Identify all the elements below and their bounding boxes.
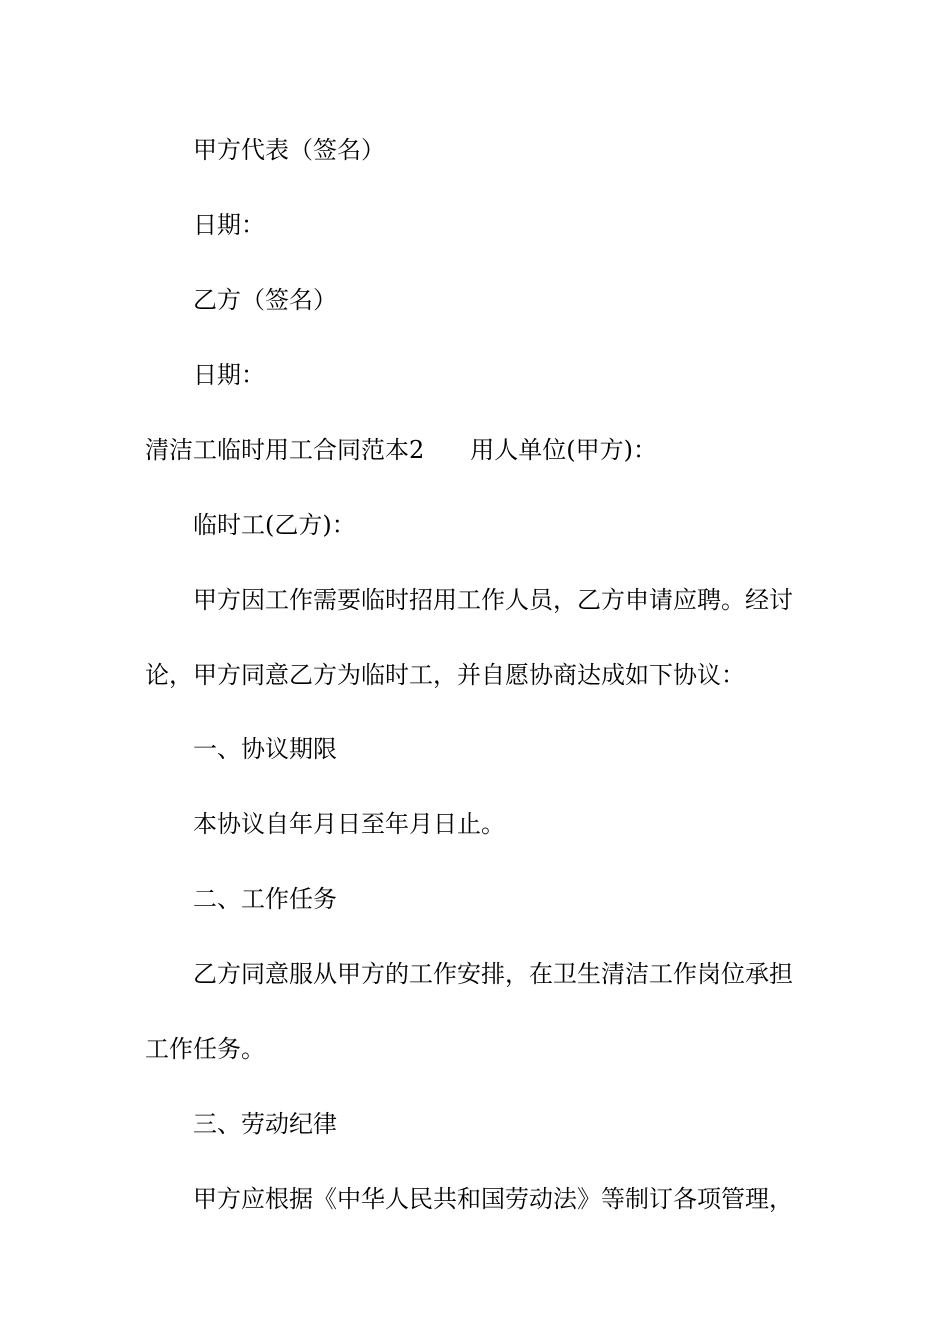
- employer-party-a-label: 用人单位(甲方)：: [470, 436, 658, 464]
- section-heading-agreement-term: 一、协议期限: [193, 735, 337, 763]
- paragraph-intro-line-2: 论，甲方同意乙方为临时工，并自愿协商达成如下协议：: [145, 661, 745, 689]
- paragraph-intro-line-1: 甲方因工作需要临时招用工作人员，乙方申请应聘。经讨: [193, 586, 793, 614]
- agreement-term-text: 本协议自年月日至年月日止。: [193, 810, 505, 838]
- section-heading-labor-discipline: 三、劳动纪律: [193, 1110, 337, 1138]
- party-a-representative-signature-line: 甲方代表（签名）: [193, 136, 385, 164]
- temporary-worker-party-b-label: 临时工(乙方)：: [193, 511, 356, 539]
- contract-heading-line: [145, 436, 657, 464]
- date-line-a: 日期：: [193, 211, 265, 239]
- contract-title: 清洁工临时用工合同范本2: [145, 436, 425, 464]
- labor-discipline-text-line-1: 甲方应根据《中华人民共和国劳动法》等制订各项管理，: [193, 1185, 793, 1213]
- section-heading-work-tasks: 二、工作任务: [193, 885, 337, 913]
- work-tasks-text-line-2: 工作任务。: [145, 1035, 265, 1063]
- work-tasks-text-line-1: 乙方同意服从甲方的工作安排，在卫生清洁工作岗位承担: [193, 960, 793, 988]
- date-line-b: 日期：: [193, 361, 265, 389]
- party-b-signature-line: 乙方（签名）: [193, 286, 337, 314]
